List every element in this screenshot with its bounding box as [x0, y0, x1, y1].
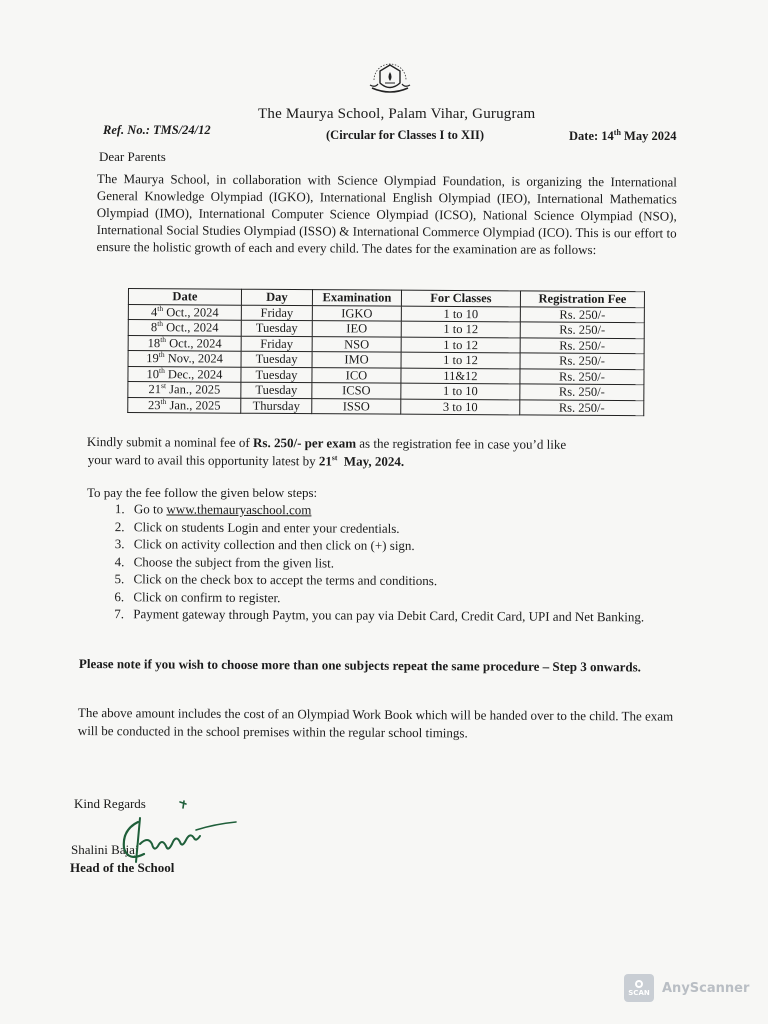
- fee-submission-paragraph: Kindly submit a nominal fee of Rs. 250/- per exam as the registration fee in case you’d like your ward to avail this opportunity latest by 21st May, 2024.: [86, 433, 567, 469]
- cell-day: Tuesday: [241, 382, 312, 398]
- cell-fee: Rs. 250/-: [520, 368, 644, 384]
- cell-exam: ISSO: [312, 398, 401, 414]
- cell-classes: 1 to 12: [401, 352, 520, 368]
- signatory-name: Shalini Bajaj: [71, 842, 139, 857]
- cell-day: Tuesday: [241, 367, 312, 383]
- steps-title: To pay the fee follow the given below steps:: [87, 485, 318, 500]
- cell-classes: 3 to 10: [401, 399, 520, 415]
- cell-exam: NSO: [312, 336, 401, 352]
- cell-fee: Rs. 250/-: [520, 322, 644, 338]
- cell-date: 18th Oct., 2024: [128, 335, 241, 351]
- cell-date: 19th Nov., 2024: [128, 351, 241, 367]
- cell-fee: Rs. 250/-: [520, 353, 644, 369]
- list-item: 6. Click on confirm to register.: [127, 588, 717, 609]
- deadline-date: 21st May, 2024.: [318, 453, 405, 469]
- cell-exam: ICSO: [312, 383, 401, 399]
- cell-date: 21st Jan., 2025: [128, 382, 241, 398]
- cell-fee: Rs. 250/-: [520, 337, 644, 353]
- handwritten-signature: [110, 800, 250, 870]
- cell-date: 8th Oct., 2024: [128, 320, 241, 336]
- list-item: 4. Choose the subject from the given list.: [128, 553, 718, 574]
- list-item: 3. Click on activity collection and then click on (+) sign.: [128, 535, 718, 556]
- cell-exam: IEO: [312, 321, 401, 337]
- scanner-brand: AnyScanner: [662, 980, 750, 996]
- header-day: Day: [241, 289, 312, 305]
- list-item: 2. Click on students Login and enter your credentials.: [128, 518, 718, 539]
- cell-day: Friday: [241, 336, 312, 352]
- table-row: [128, 397, 644, 416]
- circular-date: Date: 14th May 2024: [569, 127, 677, 143]
- cell-classes: 11&12: [401, 368, 520, 384]
- school-crest-logo: [360, 50, 420, 98]
- school-name: The Maurya School, Palam Vihar, Gurugram: [258, 106, 536, 122]
- cell-classes: 1 to 10: [401, 306, 520, 322]
- reference-number: Ref. No.: TMS/24/12: [103, 123, 211, 137]
- scan-badge-icon: SCAN: [624, 974, 654, 1002]
- cell-fee: Rs. 250/-: [520, 399, 644, 415]
- cell-classes: 1 to 12: [401, 337, 520, 353]
- payment-steps-list: [89, 500, 718, 626]
- exam-schedule-table: [127, 288, 645, 416]
- note-paragraph: Please note if you wish to choose more than one subjects repeat the same procedure – Step 3 onwards.: [78, 656, 641, 675]
- cell-day: Friday: [241, 305, 312, 321]
- list-item: 1. Go to www.themauryaschool.com: [128, 500, 718, 521]
- cell-date: 23th Jan., 2025: [128, 397, 241, 413]
- header-date: Date: [128, 289, 241, 305]
- cell-exam: IGKO: [312, 305, 401, 321]
- header-examination: Examination: [312, 290, 401, 306]
- cell-exam: ICO: [312, 367, 401, 383]
- signatory-designation: Head of the School: [70, 860, 175, 875]
- closing-paragraph: The above amount includes the cost of an Olympiad Work Book which will be handed over to the child. The exam will be conducted in the school premises within the regular school timings.: [77, 705, 674, 741]
- circular-subtitle: (Circular for Classes I to XII): [326, 128, 484, 142]
- cell-day: Thursday: [241, 398, 312, 414]
- scanner-watermark: [624, 975, 749, 1001]
- cell-fee: Rs. 250/-: [520, 384, 644, 400]
- cell-fee: Rs. 250/-: [520, 306, 644, 322]
- header-fee: Registration Fee: [520, 291, 644, 307]
- cell-exam: IMO: [312, 352, 401, 368]
- salutation: Dear Parents: [99, 149, 166, 164]
- cell-date: 4th Oct., 2024: [128, 304, 241, 320]
- cell-classes: 1 to 12: [401, 321, 520, 337]
- cell-day: Tuesday: [241, 320, 312, 336]
- kind-regards: Kind Regards: [74, 796, 146, 811]
- list-item: 5. Click on the check box to accept the terms and conditions.: [127, 570, 717, 591]
- list-item: 7. Payment gateway through Paytm, you can pay via Debit Card, Credit Card, UPI and Net Banking.: [127, 605, 717, 626]
- cell-date: 10th Dec., 2024: [128, 366, 241, 382]
- fee-amount: Rs. 250/- per exam: [252, 435, 357, 451]
- cell-classes: 1 to 10: [401, 383, 520, 399]
- school-website-link[interactable]: www.themauryaschool.com: [166, 501, 312, 518]
- cell-day: Tuesday: [241, 351, 312, 367]
- header-classes: For Classes: [401, 290, 520, 306]
- intro-paragraph: The Maurya School, in collaboration with Science Olympiad Foundation, is organizing the International General Knowledge Olympiad (IGKO), International English Olympiad (IEO), International Mathematics Olympiad (IMO), International Computer Science Olympiad (ICSO), National Science Olympiad (NSO), International Social Studies Olympiad (ISSO) & International Commerce Olympiad (ICO). This is our effort to ensure the holistic growth of each and every child. The dates for the examination are as follows:: [96, 170, 677, 258]
